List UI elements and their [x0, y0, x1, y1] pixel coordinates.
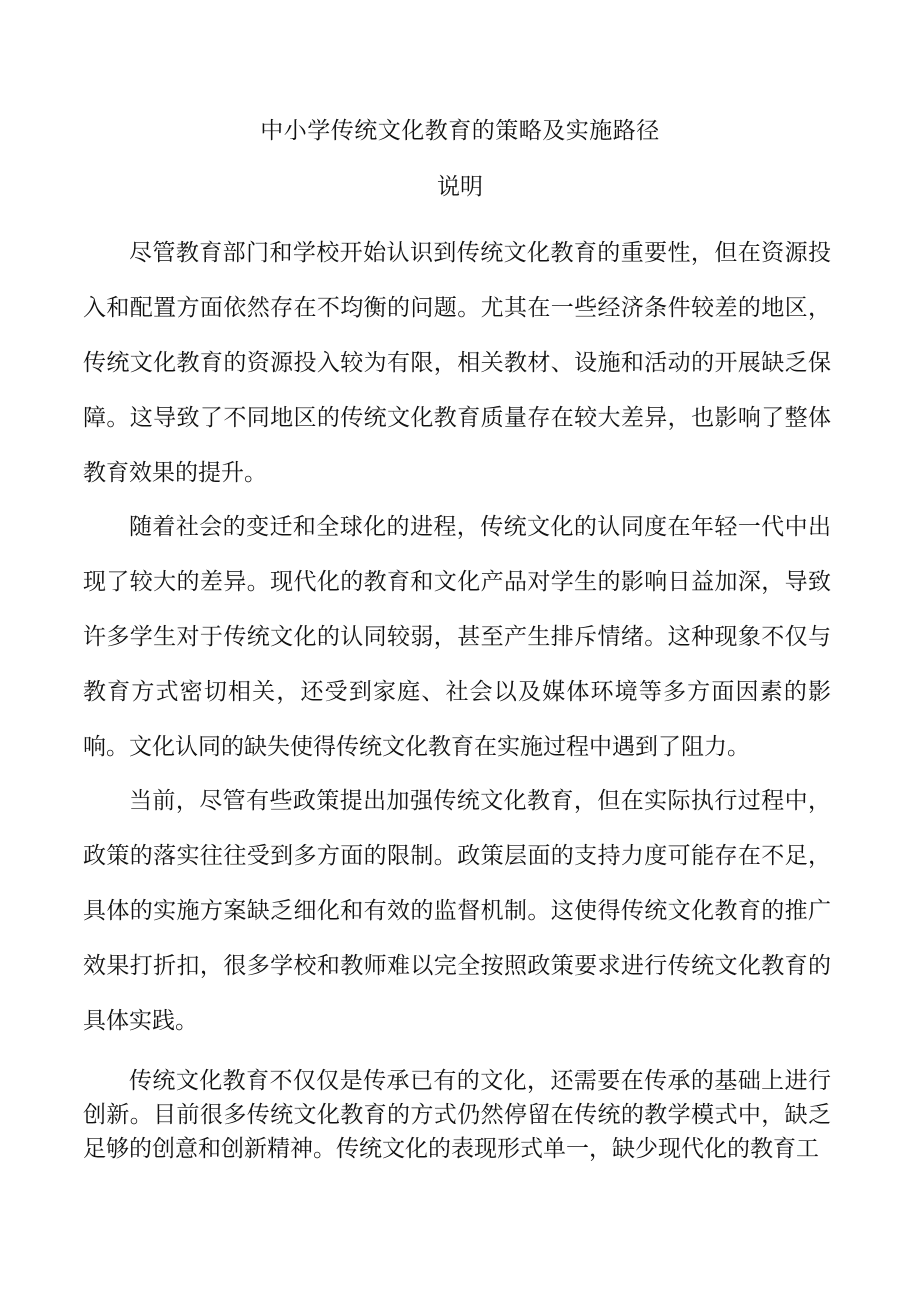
section-heading: 说明 — [437, 174, 483, 200]
paragraph-2: 随着社会的变迁和全球化的进程，传统文化的认同度在年轻一代中出现了较大的差异。现代化的教育和文化产品对学生的影响日益加深，导致许多学生对于传统文化的认同较弱，甚至产生排斥情绪。这种现象不仅与教育方式密切相关，还受到家庭、社会以及媒体环境等多方面因素的影响。文化认同的缺失使得传统文化教育在实施过程中遇到了阻力。 — [83, 514, 831, 760]
document-title: 中小学传统文化教育的策略及实施路径 — [260, 118, 660, 144]
paragraph-4: 传统文化教育不仅仅是传承已有的文化，还需要在传承的基础上进行创新。目前很多传统文化教育的方式仍然停留在传统的教学模式中，缺乏足够的创意和创新精神。传统文化的表现形式单一，缺少现代化的教育工 — [83, 1068, 831, 1162]
paragraph-1: 尽管教育部门和学校开始认识到传统文化教育的重要性，但在资源投入和配置方面依然存在不均衡的问题。尤其在一些经济条件较差的地区，传统文化教育的资源投入较为有限，相关教材、设施和活动的开展缺乏保障。这导致了不同地区的传统文化教育质量存在较大差异，也影响了整体教育效果的提升。 — [83, 240, 831, 486]
paragraph-3: 当前，尽管有些政策提出加强传统文化教育，但在实际执行过程中，政策的落实往往受到多方面的限制。政策层面的支持力度可能存在不足，具体的实施方案缺乏细化和有效的监督机制。这使得传统文化教育的推广效果打折扣，很多学校和教师难以完全按照政策要求进行传统文化教育的具体实践。 — [83, 788, 831, 1034]
